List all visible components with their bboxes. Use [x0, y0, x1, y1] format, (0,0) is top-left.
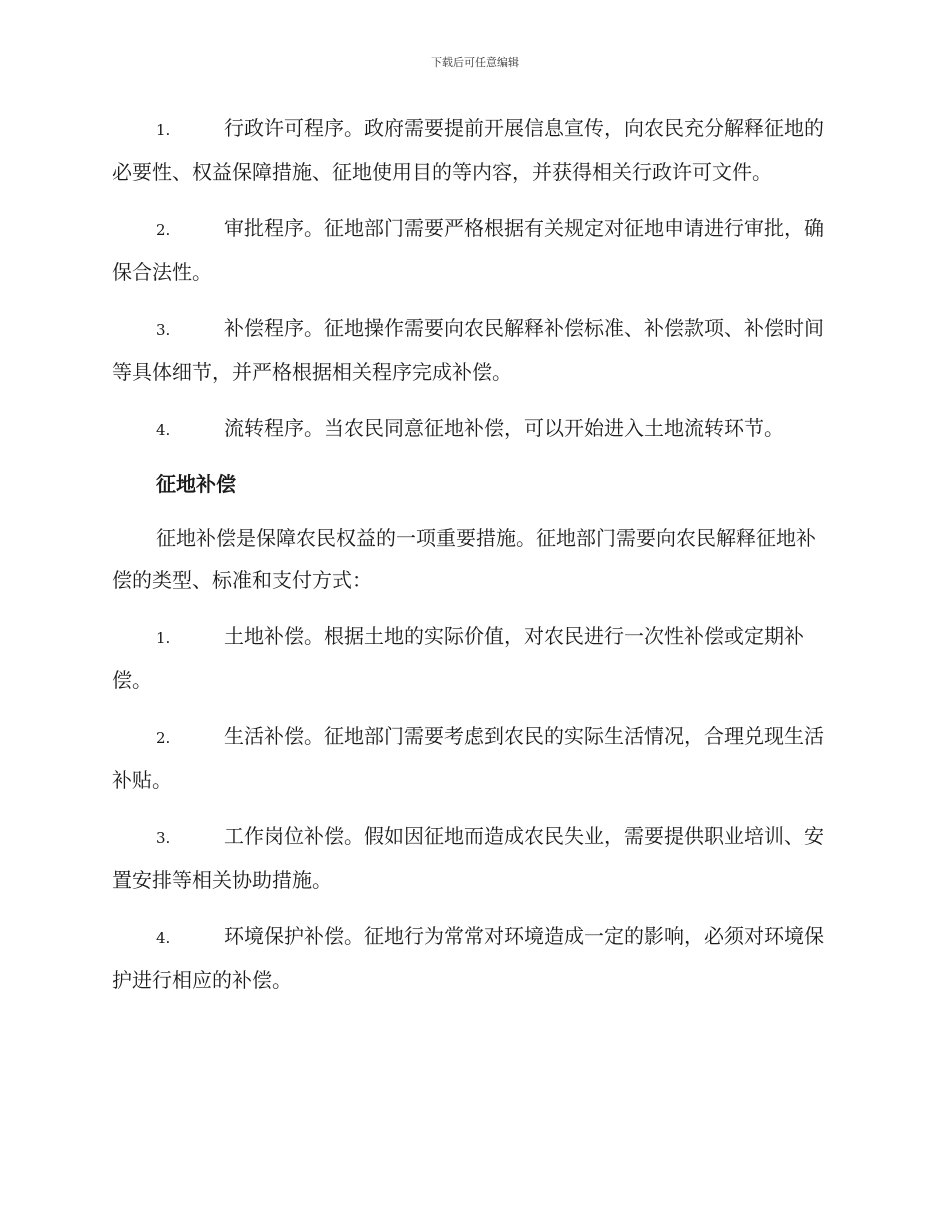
list-item-text: 环境保护补偿。征地行为常常对环境造成一定的影响，必须对环境保护进行相应的补偿。: [112, 924, 824, 992]
list-item: [112, 815, 834, 901]
list-item-text: 土地补偿。根据土地的实际价值，对农民进行一次性补偿或定期补偿。: [112, 624, 804, 692]
list-item-number: 1.: [156, 121, 171, 139]
list-item-number: 1.: [156, 629, 171, 647]
list-item-text: 流转程序。当农民同意征地补偿，可以开始进入土地流转环节。: [224, 416, 784, 440]
list-item: [112, 915, 834, 1001]
list-item: [112, 307, 834, 393]
list-item-text: 工作岗位补偿。假如因征地而造成农民失业，需要提供职业培训、安置安排等相关协助措施。: [112, 824, 824, 892]
list-item: [112, 107, 834, 193]
list-item-text: 审批程序。征地部门需要严格根据有关规定对征地申请进行审批，确保合法性。: [112, 216, 824, 284]
page-header: 下载后可任意编辑: [431, 56, 519, 69]
list-item: [112, 615, 834, 701]
section-heading: 征地补偿: [156, 472, 236, 496]
list-item: [112, 407, 834, 451]
list-item-number: 3.: [156, 321, 171, 339]
list-item-number: 2.: [156, 729, 171, 747]
list-item: [112, 715, 834, 801]
list-item-number: 3.: [156, 829, 171, 847]
list-item-number: 4.: [156, 421, 171, 439]
list-item-number: 2.: [156, 221, 171, 239]
list-item-text: 行政许可程序。政府需要提前开展信息宣传，向农民充分解释征地的必要性、权益保障措施、征地使用目的等内容，并获得相关行政许可文件。: [112, 116, 824, 184]
section-intro-paragraph: 征地补偿是保障农民权益的一项重要措施。征地部门需要向农民解释征地补偿的类型、标准和支付方式：: [112, 526, 816, 592]
list-item-number: 4.: [156, 929, 171, 947]
document-body: [112, 107, 834, 1015]
list-item: [112, 207, 834, 293]
list-item-text: 补偿程序。征地操作需要向农民解释补偿标准、补偿款项、补偿时间等具体细节，并严格根据相关程序完成补偿。: [112, 316, 824, 384]
list-item-text: 生活补偿。征地部门需要考虑到农民的实际生活情况，合理兑现生活补贴。: [112, 724, 824, 792]
